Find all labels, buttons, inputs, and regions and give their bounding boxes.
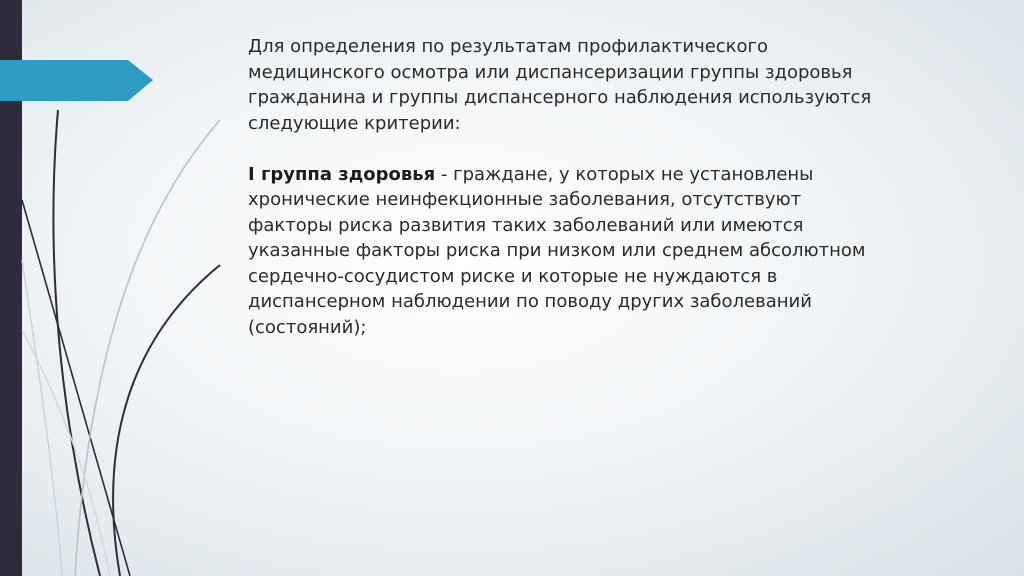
intro-paragraph: Для определения по результатам профилактического медицинского осмотра или диспансеризации группы здоровья гражданина и группы диспансерного наблюдения используются следующие критерии:	[248, 36, 872, 134]
slide-content	[248, 34, 888, 340]
group-description: - граждане, у которых не установлены хронические неинфекционные заболевания, отсутствуют факторы риска развития таких заболеваний или имеются указанные факторы риска при низком или среднем абсолютном сердечно-сосудистом риске и которые не нуждаются в диспансерном наблюдении по поводу других заболеваний (состояний);	[248, 163, 866, 338]
group-title: I группа здоровья	[248, 163, 436, 185]
accent-arrow-tab	[0, 0, 160, 110]
group-paragraph	[248, 162, 888, 341]
